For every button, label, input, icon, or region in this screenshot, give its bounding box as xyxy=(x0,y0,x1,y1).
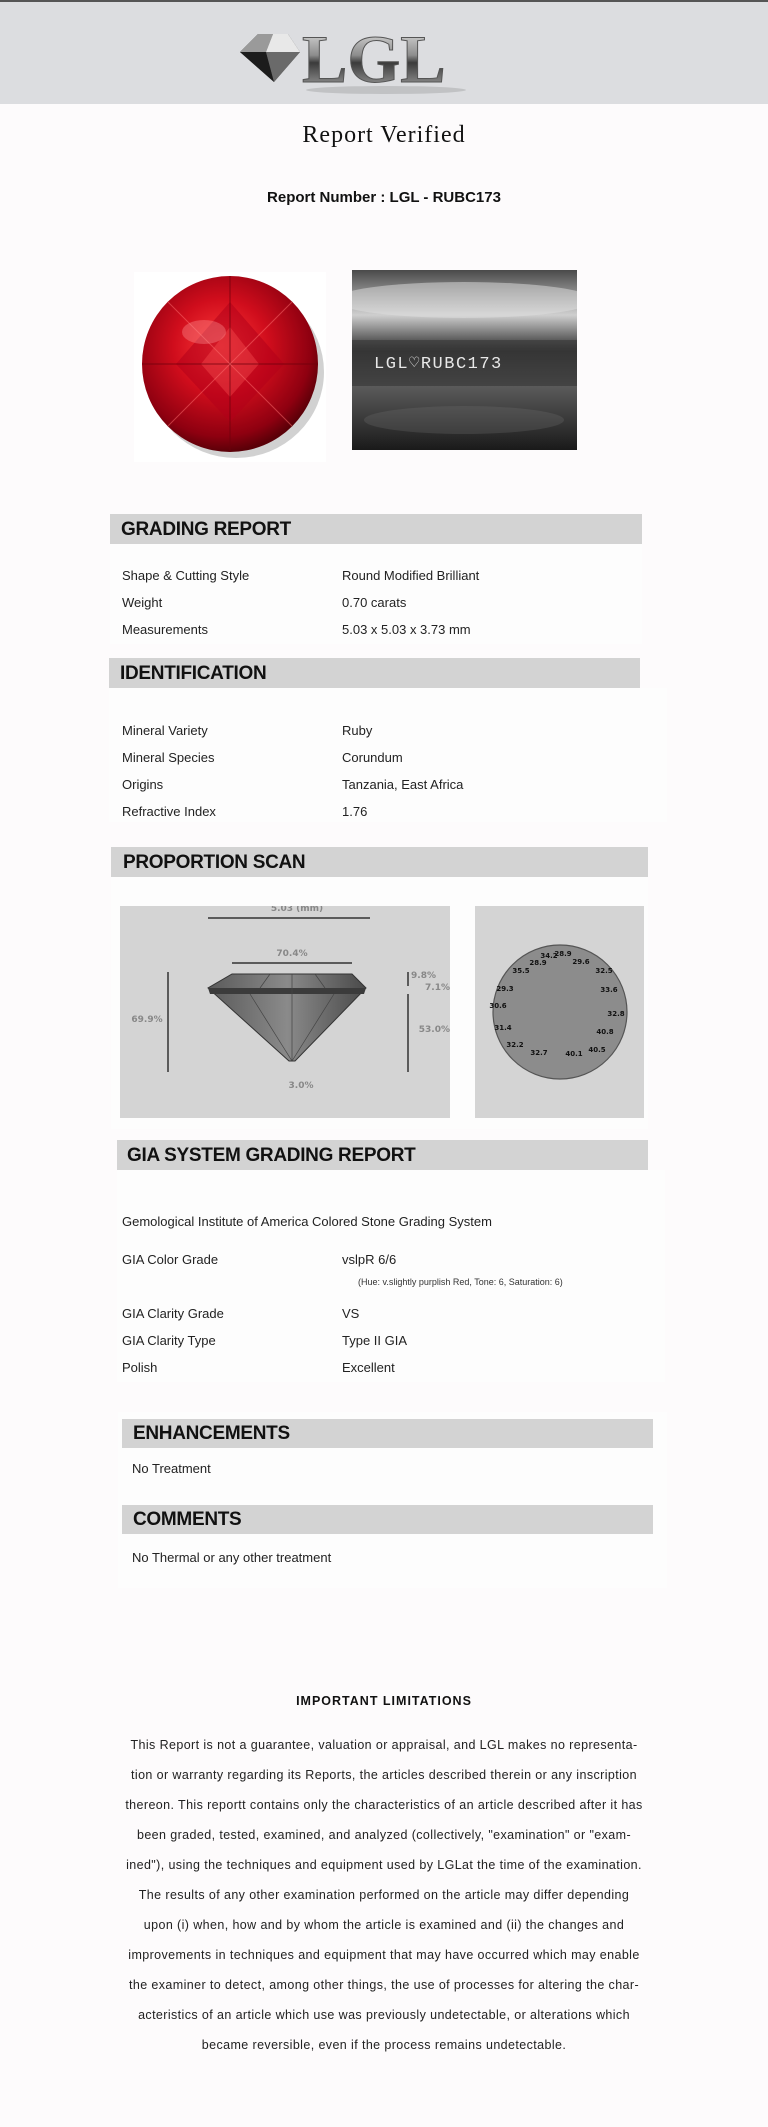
limitations-line: the examiner to detect, among other things, the use of processes for altering the char- xyxy=(128,1978,640,1992)
header-banner xyxy=(0,2,768,104)
row-label: Polish xyxy=(122,1360,158,1375)
ruby-photo xyxy=(134,272,326,462)
row-value: 5.03 x 5.03 x 3.73 mm xyxy=(342,622,471,637)
inscription-photo xyxy=(352,270,577,450)
lgl-logo xyxy=(236,16,486,96)
comments-text: No Thermal or any other treatment xyxy=(132,1550,332,1565)
top-value: 35.5 xyxy=(512,967,530,975)
row-label: Mineral Species xyxy=(122,750,215,765)
limitations-line: acteristics of an article which use was previously undetectable, or alterations which xyxy=(138,2008,630,2022)
top-value: 29.3 xyxy=(496,985,514,993)
comments-heading: COMMENTS xyxy=(122,1505,653,1534)
row-value: VS xyxy=(342,1306,360,1321)
top-value: 28.9 xyxy=(554,950,572,958)
top-value: 40.5 xyxy=(588,1046,606,1054)
top-value: 32.7 xyxy=(530,1049,548,1057)
girdle-label: 7.1% xyxy=(425,983,450,993)
limitations-line: thereon. This reportt contains only the characteristics of an article described after it has xyxy=(125,1798,643,1812)
top-view-diagram xyxy=(475,906,644,1118)
limitations-line: tion or warranty regarding its Reports, the articles described therein or any inscription xyxy=(131,1768,637,1782)
row-label: GIA Clarity Grade xyxy=(122,1306,224,1321)
gia-heading: GIA SYSTEM GRADING REPORT xyxy=(117,1140,648,1170)
top-value: 30.6 xyxy=(489,1002,507,1010)
row-label: GIA Clarity Type xyxy=(122,1333,216,1348)
top-value: 28.9 xyxy=(529,959,547,967)
gia-color-note: (Hue: v.slightly purplish Red, Tone: 6, Saturation: 6) xyxy=(358,1277,563,1287)
top-value: 29.6 xyxy=(572,958,590,966)
inscription-text: LGL♡RUBC173 xyxy=(374,355,503,374)
top-value: 31.4 xyxy=(494,1024,512,1032)
row-value: 0.70 carats xyxy=(342,595,407,610)
limitations-line: became reversible, even if the process remains undetectable. xyxy=(201,2038,567,2052)
culet-label: 3.0% xyxy=(288,1081,314,1091)
row-label: Mineral Variety xyxy=(122,723,208,738)
diamond-icon xyxy=(240,34,300,82)
top-value: 32.5 xyxy=(595,967,613,975)
limitations-line: The results of any other examination performed on the article may differ depending xyxy=(138,1888,630,1902)
diameter-label: 5.03 (mm) xyxy=(270,906,324,914)
gia-panel xyxy=(117,1170,665,1382)
row-label: Origins xyxy=(122,777,164,792)
row-label: Weight xyxy=(122,595,163,610)
grading-report-heading: GRADING REPORT xyxy=(110,514,642,544)
enhancements-text: No Treatment xyxy=(132,1461,211,1476)
gia-subtitle: Gemological Institute of America Colored Stone Grading System xyxy=(122,1214,492,1229)
row-value: Excellent xyxy=(342,1360,395,1375)
limitations-line: upon (i) when, how and by whom the article is examined and (ii) the changes and xyxy=(143,1918,625,1932)
row-label: Shape & Cutting Style xyxy=(122,568,250,583)
page-title: Report Verified xyxy=(302,122,466,148)
row-value: Corundum xyxy=(342,750,403,765)
side-profile-diagram xyxy=(120,906,450,1118)
row-value: Tanzania, East Africa xyxy=(342,777,464,792)
top-value: 32.8 xyxy=(607,1010,625,1018)
report-number: Report Number : LGL - RUBC173 xyxy=(267,189,501,206)
identification-panel xyxy=(109,688,667,822)
row-value: Type II GIA xyxy=(342,1333,408,1348)
top-value: 34.2 xyxy=(540,952,558,960)
limitations-line: ined"), using the techniques and equipment used by LGLat the time of the examination. xyxy=(126,1858,642,1872)
grading-report-panel xyxy=(110,544,642,644)
row-value: Round Modified Brilliant xyxy=(342,568,480,583)
row-value: vslpR 6/6 xyxy=(342,1252,397,1267)
top-value: 40.1 xyxy=(565,1050,583,1058)
enhancements-heading: ENHANCEMENTS xyxy=(122,1419,653,1448)
row-label: GIA Color Grade xyxy=(122,1252,219,1267)
total-depth-label: 69.9% xyxy=(131,1015,163,1025)
row-value: Ruby xyxy=(342,723,373,738)
row-value: 1.76 xyxy=(342,804,368,819)
limitations-line: improvements in techniques and equipment that may have occurred which may enable xyxy=(128,1948,640,1962)
table-label: 70.4% xyxy=(276,949,308,959)
limitations-title: IMPORTANT LIMITATIONS xyxy=(296,1694,472,1708)
top-value: 40.8 xyxy=(596,1028,614,1036)
top-value: 32.2 xyxy=(506,1041,524,1049)
proportion-scan-heading: PROPORTION SCAN xyxy=(111,847,648,877)
pavilion-label: 53.0% xyxy=(418,1025,450,1035)
row-label: Refractive Index xyxy=(122,804,216,819)
logo-text: LGL xyxy=(302,21,446,96)
row-label: Measurements xyxy=(122,622,208,637)
crown-label: 9.8% xyxy=(411,971,436,981)
limitations-line: been graded, tested, examined, and analyzed (collectively, "examination" or "exam- xyxy=(136,1828,632,1842)
limitations-line: This Report is not a guarantee, valuation or appraisal, and LGL makes no representa- xyxy=(130,1738,638,1752)
identification-heading: IDENTIFICATION xyxy=(109,658,640,688)
top-value: 33.6 xyxy=(600,986,618,994)
